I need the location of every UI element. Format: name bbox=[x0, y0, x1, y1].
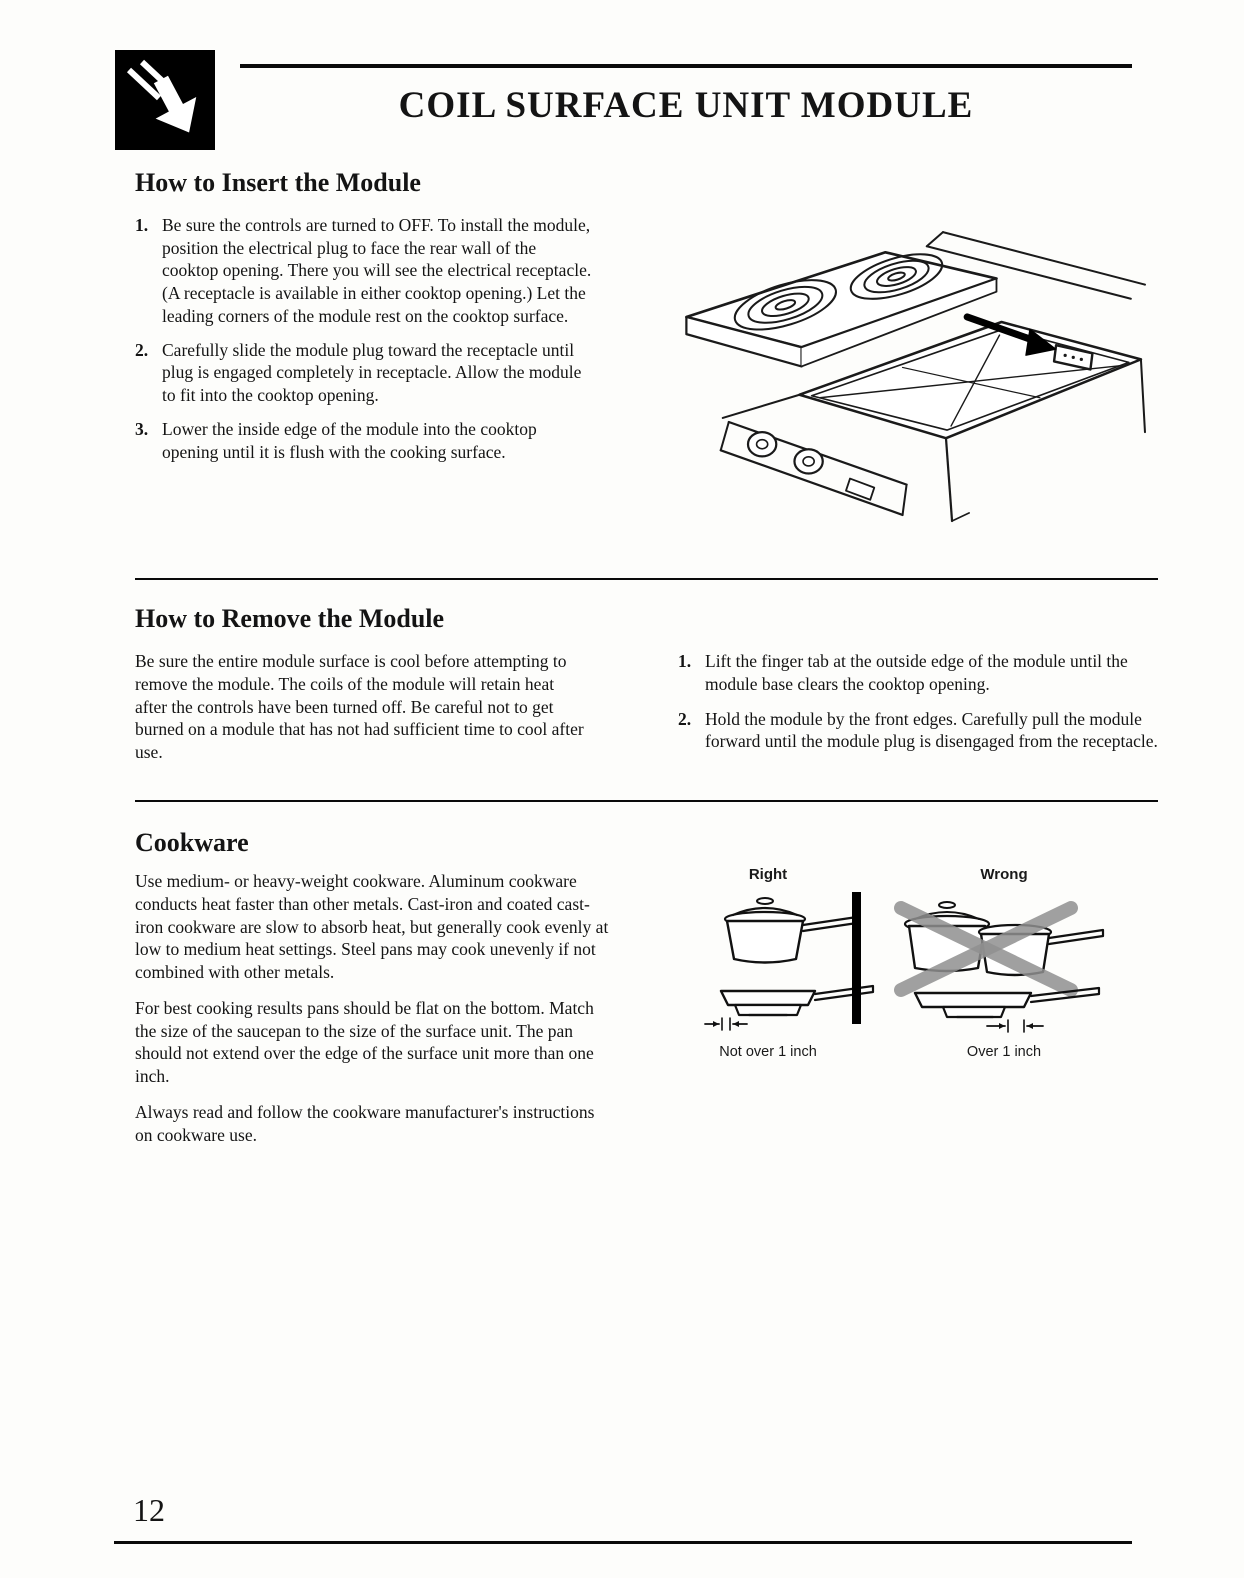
title-rule bbox=[240, 64, 1132, 68]
module-insertion-illustration bbox=[648, 216, 1148, 528]
remove-step-1 bbox=[678, 650, 1172, 696]
page-title: COIL SURFACE UNIT MODULE bbox=[398, 85, 974, 126]
cookware-heading-wrap bbox=[135, 828, 249, 872]
page-number: 12 bbox=[133, 1492, 165, 1528]
cookware-illustration bbox=[675, 888, 1127, 1040]
step-text: Lift the finger tab at the outside edge of the module until the module base clears the cooktop opening. bbox=[705, 651, 1128, 694]
figure-wrong-caption: Over 1 inch bbox=[966, 1044, 1042, 1060]
remove-intro: Be sure the entire module surface is cool before attempting to remove the module. The coils of the module will retain heat after the controls have been turned off. Be careful not to get burned on a module that has not had sufficient time to cool after use. bbox=[135, 651, 584, 762]
cookware-paragraph-2: For best cooking results pans should be flat on the bottom. Match the size of the saucepan to the size of the surface unit. The pan should not extend over the edge of the surface unit more than one inch. bbox=[135, 997, 594, 1086]
cookware-paragraph-1: Use medium- or heavy-weight cookware. Aluminum cookware conducts heat faster than other metals. Cast-iron and coated cast-iron cookware are slow to absorb heat, but generally cook evenly at low to medium heat settings. Steel pans may cook unevenly if not combined with other metals. bbox=[135, 871, 609, 982]
step-number: 1. bbox=[678, 651, 692, 671]
hand-icon bbox=[114, 50, 216, 150]
remove-step-2 bbox=[678, 708, 1172, 754]
cookware-heading: Cookware bbox=[135, 828, 249, 857]
step-number: 2. bbox=[135, 339, 149, 360]
remove-heading: How to Remove the Module bbox=[135, 604, 445, 633]
insert-step-2 bbox=[135, 339, 593, 407]
cookware-text bbox=[135, 870, 615, 1159]
insert-step-1 bbox=[135, 214, 593, 328]
figure-right-caption: Not over 1 inch bbox=[719, 1044, 817, 1060]
step-number: 1. bbox=[135, 214, 149, 235]
figure-right-label: Right bbox=[748, 866, 788, 883]
step-number: 3. bbox=[135, 418, 149, 439]
step-text: Carefully slide the module plug toward the receptacle until plug is engaged completely in receptacle. Allow the module to fit into the cooktop opening. bbox=[162, 339, 582, 406]
remove-steps bbox=[678, 650, 1172, 765]
insert-section bbox=[135, 166, 593, 474]
step-text: Be sure the controls are turned to OFF. To install the module, position the electrical plug to face the rear wall of the cooktop opening. There you will see the electrical receptacle. (A receptacle is available in either cooktop opening.) Let the leading corners of the module rest on the cooktop surface. bbox=[162, 214, 592, 326]
section-divider bbox=[135, 800, 1158, 802]
step-text: Hold the module by the front edges. Carefully pull the module forward until the module plug is disengaged from the receptacle. bbox=[705, 708, 1158, 752]
footer-rule bbox=[114, 1541, 1132, 1544]
step-text: Lower the inside edge of the module into the cooktop opening until it is flush with the cooking surface. bbox=[162, 418, 537, 462]
figure-wrong-label: Wrong bbox=[980, 866, 1028, 883]
remove-section-heading-wrap bbox=[135, 604, 444, 648]
insert-heading: How to Insert the Module bbox=[135, 168, 421, 197]
step-number: 2. bbox=[678, 708, 692, 729]
cookware-paragraph-3: Always read and follow the cookware manufacturer's instructions on cookware use. bbox=[135, 1101, 595, 1145]
section-divider bbox=[135, 578, 1158, 580]
insert-step-3 bbox=[135, 418, 593, 464]
